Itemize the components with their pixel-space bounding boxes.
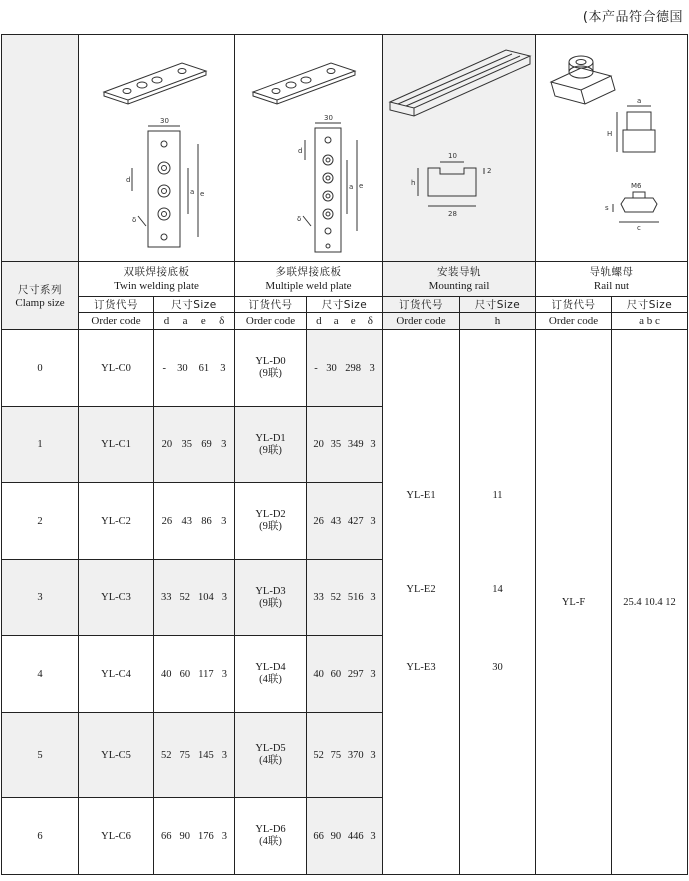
twin-dims-cell: 40 60 117 3 (154, 636, 235, 713)
twin-code-cell: YL-C6 (79, 798, 154, 875)
twin-code-cell: YL-C3 (79, 560, 154, 636)
multi-code-cell: YL-D1 (9联) (235, 407, 307, 483)
multi-label-e: e (359, 182, 364, 190)
multi-dims-cell: 40 60 297 3 (307, 636, 383, 713)
rail-size-label: h (460, 313, 536, 330)
nut-label-a: a (636, 97, 641, 105)
nut-order-zh: 订货代号 (536, 297, 612, 313)
rail-h-e1: 11 (492, 490, 503, 501)
twin-size-zh: 尺寸Size (154, 297, 235, 313)
rail-label-h2: 2 (487, 167, 492, 175)
multi-label-d: d (298, 147, 303, 155)
rail-order-en: Order code (383, 313, 460, 330)
nut-size-zh: 尺寸Size (612, 297, 688, 313)
rail-nut-caption: 导轨螺母 Rail nut (536, 262, 688, 297)
rail-label-h: h (411, 179, 416, 187)
multi-order-en: Order code (235, 313, 307, 330)
multi-code-cell: YL-D4 (4联) (235, 636, 307, 713)
standard-note: (本产品符合德国 (582, 10, 683, 25)
multi-code-cell: YL-D5 (4联) (235, 713, 307, 798)
multi-code-cell: YL-D0 (9联) (235, 330, 307, 407)
multi-plate-drawing (235, 35, 383, 262)
nut-label-c: c (636, 224, 641, 232)
rail-size-zh: 尺寸Size (460, 297, 536, 313)
twin-dims-cell: 52 75 145 3 (154, 713, 235, 798)
multi-dims-cell: 66 90 446 3 (307, 798, 383, 875)
twin-dims-cell: - 30 61 3 (154, 330, 235, 407)
twin-dims-cell: 20 35 69 3 (154, 407, 235, 483)
multi-dims-cell: - 30 298 3 (307, 330, 383, 407)
twin-plate-caption: 双联焊接底板 Twin welding plate (79, 262, 235, 297)
twin-code-cell: YL-C1 (79, 407, 154, 483)
nut-code-cell: YL-F (536, 330, 612, 875)
multi-dims-cell: 52 75 370 3 (307, 713, 383, 798)
multi-dims-cell: 33 52 516 3 (307, 560, 383, 636)
mounting-rail-caption: 安装导轨 Mounting rail (383, 262, 536, 297)
multi-label-top: 30 (324, 114, 333, 122)
multi-dims-cell: 26 43 427 3 (307, 483, 383, 560)
clamp-size-cell: 6 (2, 798, 79, 875)
nut-label-thread: M6 (630, 182, 641, 190)
twin-label-e: e (199, 190, 204, 198)
clamp-size-header (2, 262, 79, 330)
twin-label-delta: δ (131, 216, 136, 224)
rail-code-e1: YL-E1 (406, 490, 436, 501)
multi-code-cell: YL-D6 (4联) (235, 798, 307, 875)
rail-h-e2: 14 (492, 584, 503, 595)
rail-code-column (383, 330, 460, 875)
clamp-size-cell: 1 (2, 407, 79, 483)
rail-nut-drawing (536, 35, 688, 262)
nut-dims-cell: 25.4 10.4 12 (612, 330, 688, 875)
clamp-size-en: Clamp size (15, 297, 65, 309)
multi-code-cell: YL-D3 (9联) (235, 560, 307, 636)
twin-label-top: 30 (159, 117, 169, 125)
twin-dims-cell: 33 52 104 3 (154, 560, 235, 636)
multi-dims-cell: 20 35 349 3 (307, 407, 383, 483)
rail-h-column (460, 330, 536, 875)
twin-code-cell: YL-C0 (79, 330, 154, 407)
twin-dims-cell: 26 43 86 3 (154, 483, 235, 560)
twin-dims-cell: 66 90 176 3 (154, 798, 235, 875)
nut-label-h: H (606, 130, 612, 138)
twin-label-d: d (125, 176, 130, 184)
multi-code-cell: YL-D2 (9联) (235, 483, 307, 560)
twin-code-cell: YL-C5 (79, 713, 154, 798)
rail-h-e3: 30 (492, 662, 503, 673)
rail-code-e3: YL-E3 (406, 662, 436, 673)
twin-plate-drawing (79, 35, 235, 262)
clamp-size-cell: 0 (2, 330, 79, 407)
product-spec-table (1, 34, 688, 875)
twin-code-cell: YL-C2 (79, 483, 154, 560)
twin-size-labels: d a e δ (154, 313, 235, 330)
twin-code-cell: YL-C4 (79, 636, 154, 713)
multi-size-zh: 尺寸Size (307, 297, 383, 313)
nut-order-en: Order code (536, 313, 612, 330)
twin-order-en: Order code (79, 313, 154, 330)
rail-label-w2: 28 (448, 210, 457, 218)
clamp-size-zh: 尺寸系列 (18, 284, 62, 296)
clamp-size-cell: 3 (2, 560, 79, 636)
clamp-size-cell: 5 (2, 713, 79, 798)
multi-label-a: a (349, 183, 354, 191)
mounting-rail-drawing (383, 35, 536, 262)
corner-cell (2, 35, 79, 262)
twin-label-a: a (189, 188, 194, 196)
multi-size-labels: d a e δ (307, 313, 383, 330)
clamp-size-cell: 4 (2, 636, 79, 713)
rail-code-e2: YL-E2 (406, 584, 436, 595)
rail-label-w1: 10 (448, 152, 457, 160)
twin-order-zh: 订货代号 (79, 297, 154, 313)
nut-size-label: a b c (612, 313, 688, 330)
nut-label-s: s (604, 204, 609, 212)
rail-order-zh: 订货代号 (383, 297, 460, 313)
multi-label-delta: δ (297, 215, 302, 223)
multi-plate-caption: 多联焊接底板 Multiple weld plate (235, 262, 383, 297)
clamp-size-cell: 2 (2, 483, 79, 560)
multi-order-zh: 订货代号 (235, 297, 307, 313)
